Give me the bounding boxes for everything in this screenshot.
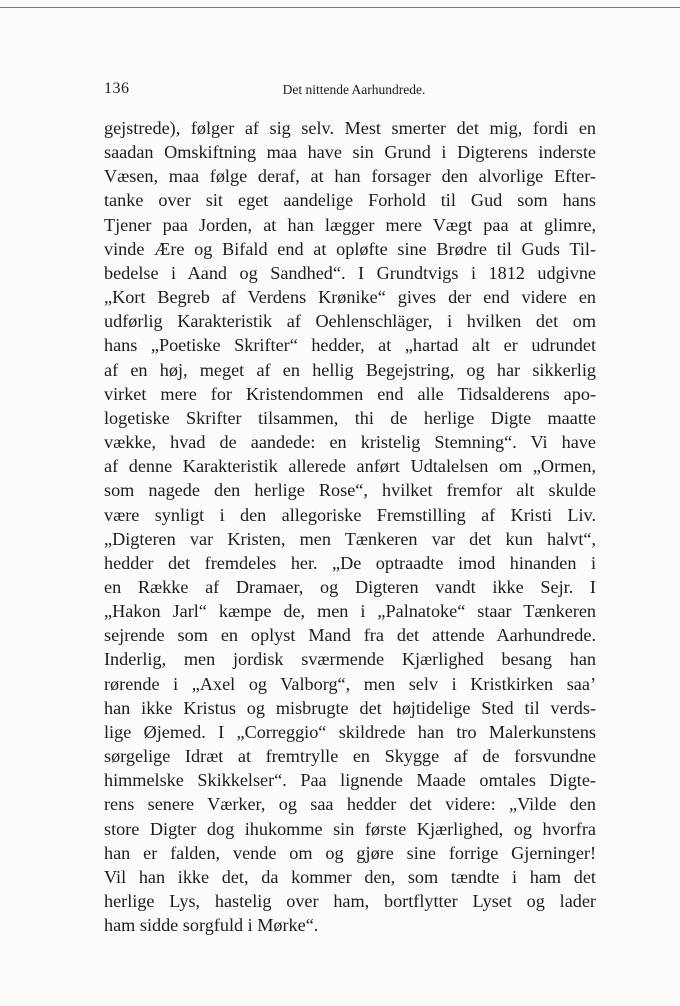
text-line: herlige Lys, hastelig over ham, bortflytter Lyset og lader [104, 891, 596, 911]
text-line: store Digter dog ihukomme sin første Kjærlighed, og hvorfra [104, 818, 596, 839]
text-line: hedder det fremdeles her. „De optraadte imod hinanden i [104, 552, 596, 573]
text-line: „Hakon Jarl“ kæmpe de, men i „Palnatoke“ staar Tænkeren [104, 601, 596, 622]
top-edge-rule [0, 7, 680, 8]
text-line: ham sidde sorgfuld i Mørke“. [104, 915, 319, 936]
text-line: vække, hvad de aandede: en kristelig Stemning“. Vi have [104, 432, 596, 453]
text-line: „Digteren var Kristen, men Tænkeren var det kun halvt“, [104, 528, 596, 549]
text-line: Inderlig, men jordisk sværmende Kjærlighed besang han [104, 649, 596, 670]
text-line: sørgelige Idræt at fremtrylle en Skygge af de forsvundne [104, 746, 596, 767]
text-line: rørende i „Axel og Valborg“, men selv i Kristkirken saa’ [104, 673, 596, 694]
text-line: „Kort Begreb af Verdens Krønike“ gives der end videre en [104, 287, 596, 308]
text-line: Tjener paa Jorden, at han lægger mere Vægt paa at glimre, [104, 214, 596, 235]
text-line: være synligt i den allegoriske Fremstilling af Kristi Liv. [104, 504, 596, 525]
text-line: saadan Omskiftning maa have sin Grund i Digterens inderste [104, 142, 596, 163]
text-line: Væsen, maa følge deraf, at han forsager den alvorlige Efter- [104, 166, 596, 187]
text-line: som nagede den herlige Rose“, hvilket fremfor alt skulde [104, 480, 596, 501]
text-line: bedelse i Aand og Sandhed“. I Grundtvigs i 1812 udgivne [104, 262, 596, 283]
text-line: udførlig Karakteristik af Oehlenschläger, i hvilken det om [104, 311, 596, 332]
text-line: af en høj, meget af en hellig Begejstring, og har sikkerlig [104, 359, 596, 380]
text-line: han er falden, vende om og gjøre sine forrige Gjerninger! [104, 842, 596, 863]
text-line: sejrende som en oplyst Mand fra det attende Aarhundrede. [104, 625, 596, 646]
page-header [104, 80, 596, 102]
text-line: gejstrede), følger af sig selv. Mest smerter det mig, fordi en [104, 118, 596, 138]
text-line: logetiske Skrifter tilsammen, thi de herlige Digte maatte [104, 407, 596, 428]
text-line: af denne Karakteristik allerede anført Udtalelsen om „Ormen, [104, 456, 596, 477]
text-line: virket mere for Kristendommen end alle Tidsalderens apo- [104, 383, 596, 404]
running-title: Det nittende Aarhundrede. [282, 82, 426, 97]
text-line: Vil han ikke det, da kommer den, som tændte i ham det [104, 866, 596, 887]
text-line: rens senere Værker, og saa hedder det videre: „Vilde den [104, 794, 596, 815]
text-line: lige Øjemed. I „Correggio“ skildrede han tro Malerkunstens [104, 721, 596, 742]
text-line: vinde Ære og Bifald end at opløfte sine Brødre til Guds Til- [104, 238, 596, 259]
text-line: tanke over sit eget aandelige Forhold til Gud som hans [104, 190, 596, 211]
text-line: himmelske Skikkelser“. Paa lignende Maade omtales Digte- [104, 770, 596, 791]
text-line: en Række af Dramaer, og Digteren vandt ikke Sejr. I [104, 576, 596, 597]
body-text [104, 116, 596, 937]
page-number: 136 [104, 80, 130, 97]
text-line: han ikke Kristus og misbrugte det højtidelige Sted til verds- [104, 697, 596, 718]
text-line: hans „Poetiske Skrifter“ hedder, at „hartad alt er udrundet [104, 335, 596, 356]
